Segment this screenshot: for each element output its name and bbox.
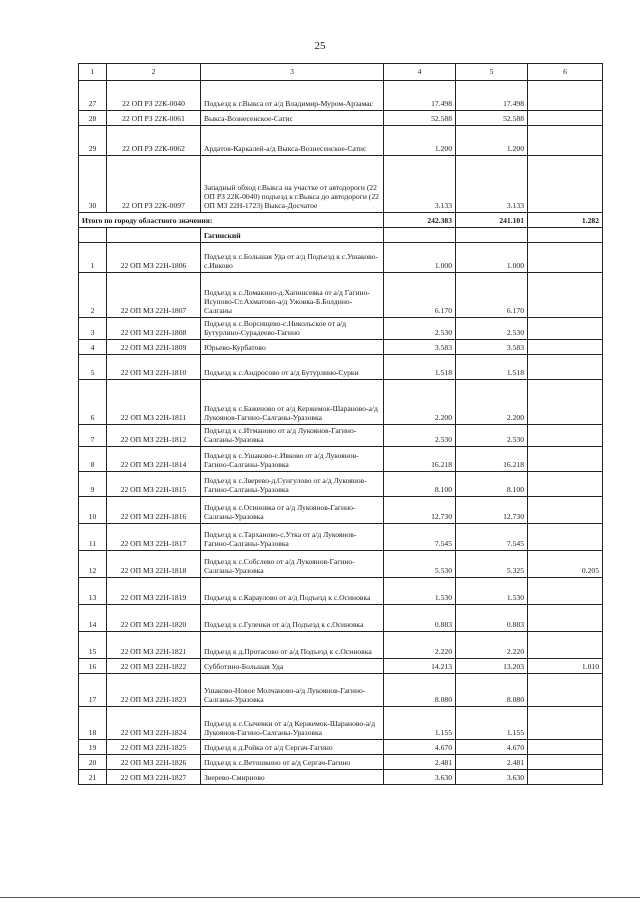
road-name: Подъезд к с.Собслево от а/д Лукоянов-Гагино-Салганы-Уразовка	[201, 551, 384, 578]
road-name: Подъезд к с.Сычевки от а/д Кержемок-Шараново-а/д Лукоянов-Гагино-Салганы-Уразовка	[201, 707, 384, 740]
row-number: 10	[79, 497, 107, 524]
length-total: 4.670	[384, 740, 456, 755]
length-column-5: 2.530	[456, 425, 528, 447]
road-name: Подъезд к с.Ушаково-с.Ивково от а/д Лукоянов-Гагино-Салганы-Уразовка	[201, 447, 384, 472]
length-total: 1.530	[384, 578, 456, 605]
subtotal-label: Итого по городу областного значения:	[79, 213, 384, 228]
length-column-5: 2.200	[456, 380, 528, 425]
road-name: Подъезд к с.Осиновка от а/д Лукоянов-Гагино-Салганы-Уразовка	[201, 497, 384, 524]
roads-table-body	[79, 64, 603, 785]
length-total: 17.498	[384, 81, 456, 111]
row-number: 27	[79, 81, 107, 111]
length-column-5: 17.498	[456, 81, 528, 111]
table-row	[79, 273, 603, 318]
length-column-6	[528, 111, 603, 126]
length-column-6	[528, 497, 603, 524]
table-row	[79, 755, 603, 770]
road-code: 22 ОП МЗ 22Н-1808	[107, 318, 201, 340]
length-column-6	[528, 605, 603, 632]
row-number: 13	[79, 578, 107, 605]
length-column-5: 1.530	[456, 578, 528, 605]
road-name: Подъезд к с.Ветошкино от а/д Сергач-Гагино	[201, 755, 384, 770]
district-name: Гагинский	[201, 228, 384, 243]
length-column-6	[528, 740, 603, 755]
road-name: Подъезд к д.Ройка от а/д Сергач-Гагино	[201, 740, 384, 755]
table-row	[79, 524, 603, 551]
subtotal-row	[79, 213, 603, 228]
road-code: 22 ОП МЗ 22Н-1814	[107, 447, 201, 472]
length-column-5: 6.170	[456, 273, 528, 318]
length-total: 1.000	[384, 243, 456, 273]
length-column-5: 5.325	[456, 551, 528, 578]
road-code: 22 ОП МЗ 22Н-1822	[107, 659, 201, 674]
length-column-6	[528, 770, 603, 785]
row-number: 3	[79, 318, 107, 340]
table-row	[79, 770, 603, 785]
road-code: 22 ОП РЗ 22К-0040	[107, 81, 201, 111]
length-column-5: 2.220	[456, 632, 528, 659]
column-header: 1	[79, 64, 107, 81]
length-total: 0.883	[384, 605, 456, 632]
length-column-6	[528, 578, 603, 605]
road-code: 22 ОП МЗ 22Н-1812	[107, 425, 201, 447]
row-number: 21	[79, 770, 107, 785]
road-code: 22 ОП МЗ 22Н-1817	[107, 524, 201, 551]
column-header: 4	[384, 64, 456, 81]
length-total: 2.220	[384, 632, 456, 659]
length-column-6	[528, 524, 603, 551]
road-name: Подъезд к с.Большая Уда от а/д Подъезд к с.Ушаково-с.Ивково	[201, 243, 384, 273]
road-code: 22 ОП МЗ 22Н-1820	[107, 605, 201, 632]
length-column-6: 0.205	[528, 551, 603, 578]
road-name: Подъезд к с.Зверево-д.Сунгулово от а/д Лукоянов-Гагино-Салганы-Уразовка	[201, 472, 384, 497]
table-row	[79, 605, 603, 632]
road-name: Ушаково-Новое Молчаново-а/д Лукоянов-Гагино-Салганы-Уразовка	[201, 674, 384, 707]
row-number: 8	[79, 447, 107, 472]
length-total: 2.530	[384, 425, 456, 447]
length-column-6	[528, 318, 603, 340]
length-column-5: 3.133	[456, 156, 528, 213]
road-name: Подъезд к с.Караулово от а/д Подъезд к с.Осиновка	[201, 578, 384, 605]
length-total: 2.200	[384, 380, 456, 425]
row-number: 30	[79, 156, 107, 213]
road-code: 22 ОП МЗ 22Н-1809	[107, 340, 201, 355]
road-code: 22 ОП МЗ 22Н-1821	[107, 632, 201, 659]
empty-cell	[384, 228, 456, 243]
scan-bottom-edge	[0, 897, 640, 898]
length-column-5: 1.155	[456, 707, 528, 740]
length-column-6	[528, 632, 603, 659]
table-row	[79, 740, 603, 755]
table-row	[79, 497, 603, 524]
length-total: 3.133	[384, 156, 456, 213]
length-column-5: 12.730	[456, 497, 528, 524]
road-code: 22 ОП МЗ 22Н-1819	[107, 578, 201, 605]
length-column-6	[528, 156, 603, 213]
table-row	[79, 659, 603, 674]
road-name: Зверево-Смирново	[201, 770, 384, 785]
row-number: 28	[79, 111, 107, 126]
length-total: 2.530	[384, 318, 456, 340]
road-name: Подъезд к с.Баженово от а/д Кержемок-Шараново-а/д Лукоянов-Гагино-Салганы-Уразовка	[201, 380, 384, 425]
road-code: 22 ОП МЗ 22Н-1815	[107, 472, 201, 497]
row-number: 7	[79, 425, 107, 447]
length-column-5: 2.530	[456, 318, 528, 340]
row-number: 1	[79, 243, 107, 273]
length-column-5: 2.481	[456, 755, 528, 770]
length-column-5: 8.100	[456, 472, 528, 497]
length-total: 52.588	[384, 111, 456, 126]
length-column-6	[528, 355, 603, 380]
length-column-6: 1.010	[528, 659, 603, 674]
column-header: 6	[528, 64, 603, 81]
table-row	[79, 340, 603, 355]
empty-cell	[107, 228, 201, 243]
road-code: 22 ОП МЗ 22Н-1810	[107, 355, 201, 380]
column-header: 2	[107, 64, 201, 81]
table-row	[79, 243, 603, 273]
row-number: 15	[79, 632, 107, 659]
table-row	[79, 707, 603, 740]
table-row	[79, 111, 603, 126]
table-row	[79, 318, 603, 340]
roads-table	[78, 63, 603, 785]
table-row	[79, 578, 603, 605]
length-column-6	[528, 273, 603, 318]
length-total: 14.213	[384, 659, 456, 674]
road-name: Выкса-Вознесенское-Сатис	[201, 111, 384, 126]
length-column-5: 3.583	[456, 340, 528, 355]
length-column-6	[528, 81, 603, 111]
road-code: 22 ОП РЗ 22К-0061	[107, 111, 201, 126]
row-number: 2	[79, 273, 107, 318]
length-total: 3.630	[384, 770, 456, 785]
length-column-5: 8.080	[456, 674, 528, 707]
road-code: 22 ОП МЗ 22Н-1826	[107, 755, 201, 770]
empty-cell	[528, 228, 603, 243]
road-code: 22 ОП МЗ 22Н-1827	[107, 770, 201, 785]
row-number: 14	[79, 605, 107, 632]
length-total: 6.170	[384, 273, 456, 318]
row-number: 6	[79, 380, 107, 425]
column-header: 5	[456, 64, 528, 81]
length-column-5: 1.200	[456, 126, 528, 156]
length-column-5: 0.883	[456, 605, 528, 632]
length-column-5: 1.000	[456, 243, 528, 273]
length-column-6	[528, 472, 603, 497]
table-row	[79, 472, 603, 497]
road-name: Западный обход г.Выкса на участке от автодороги (22 ОП РЗ 22К-0040) подъезд к г.Выкса до автодороги (22 ОП МЗ 22Н-1723) Выкса-Досчатое	[201, 156, 384, 213]
row-number: 20	[79, 755, 107, 770]
road-code: 22 ОП РЗ 22К-0097	[107, 156, 201, 213]
length-column-5: 1.518	[456, 355, 528, 380]
table-header-row	[79, 64, 603, 81]
length-column-5: 16.218	[456, 447, 528, 472]
district-row	[79, 228, 603, 243]
row-number: 5	[79, 355, 107, 380]
table-row	[79, 380, 603, 425]
length-total: 2.481	[384, 755, 456, 770]
subtotal-total: 242.383	[384, 213, 456, 228]
table-row	[79, 81, 603, 111]
length-column-6	[528, 755, 603, 770]
road-name: Подъезд к с.Андросово от а/д Бутурлино-Сурки	[201, 355, 384, 380]
road-code: 22 ОП РЗ 22К-0062	[107, 126, 201, 156]
road-name: Субботино-Большая Уда	[201, 659, 384, 674]
table-row	[79, 632, 603, 659]
length-column-6	[528, 380, 603, 425]
table-row	[79, 126, 603, 156]
empty-cell	[79, 228, 107, 243]
length-total: 8.100	[384, 472, 456, 497]
length-column-6	[528, 243, 603, 273]
road-name: Подъезд к г.Выкса от а/д Владимир-Муром-Арзамас	[201, 81, 384, 111]
length-column-5: 13.203	[456, 659, 528, 674]
table-row	[79, 156, 603, 213]
length-total: 1.200	[384, 126, 456, 156]
road-name: Подъезд к с.Тарханово-с.Утка от а/д Лукоянов-Гагино-Салганы-Уразовка	[201, 524, 384, 551]
road-name: Подъезд к с.Ворсищево-с.Никольское от а/д Бутурлино-Сурадеево-Гагино	[201, 318, 384, 340]
road-code: 22 ОП МЗ 22Н-1807	[107, 273, 201, 318]
table-row	[79, 425, 603, 447]
road-code: 22 ОП МЗ 22Н-1825	[107, 740, 201, 755]
page-number: 25	[314, 40, 326, 52]
table-row	[79, 447, 603, 472]
length-column-5: 7.545	[456, 524, 528, 551]
length-column-6	[528, 425, 603, 447]
length-total: 1.518	[384, 355, 456, 380]
road-name: Юрьево-Курбатово	[201, 340, 384, 355]
length-column-5: 4.670	[456, 740, 528, 755]
row-number: 17	[79, 674, 107, 707]
length-column-6	[528, 340, 603, 355]
length-column-6	[528, 707, 603, 740]
road-code: 22 ОП МЗ 22Н-1811	[107, 380, 201, 425]
subtotal-c5: 241.101	[456, 213, 528, 228]
length-total: 12.730	[384, 497, 456, 524]
length-column-6	[528, 126, 603, 156]
length-total: 16.218	[384, 447, 456, 472]
length-column-6	[528, 447, 603, 472]
table-row	[79, 674, 603, 707]
road-code: 22 ОП МЗ 22Н-1824	[107, 707, 201, 740]
row-number: 16	[79, 659, 107, 674]
row-number: 29	[79, 126, 107, 156]
road-code: 22 ОП МЗ 22Н-1823	[107, 674, 201, 707]
length-total: 5.530	[384, 551, 456, 578]
length-total: 3.583	[384, 340, 456, 355]
road-code: 22 ОП МЗ 22Н-1816	[107, 497, 201, 524]
road-code: 22 ОП МЗ 22Н-1818	[107, 551, 201, 578]
length-column-5: 52.588	[456, 111, 528, 126]
row-number: 9	[79, 472, 107, 497]
length-total: 8.080	[384, 674, 456, 707]
row-number: 18	[79, 707, 107, 740]
road-name: Подъезд к с.Итманово от а/д Лукоянов-Гагино-Салганы-Уразовка	[201, 425, 384, 447]
road-name: Ардатов-Каркалей-а/д Выкса-Вознесенское-Сатис	[201, 126, 384, 156]
row-number: 4	[79, 340, 107, 355]
table-row	[79, 355, 603, 380]
road-name: Подъезд к с.Гуленки от а/д Подъезд к с.Осиновка	[201, 605, 384, 632]
road-name: Подъезд к с.Ломакино-д.Хапинсевка от а/д Гагино-Исупово-Ст.Ахматово-а/д Ужовка-Б.Болдино-Салганы	[201, 273, 384, 318]
empty-cell	[456, 228, 528, 243]
column-header: 3	[201, 64, 384, 81]
length-column-5: 3.630	[456, 770, 528, 785]
length-column-6	[528, 674, 603, 707]
table-row	[79, 551, 603, 578]
row-number: 12	[79, 551, 107, 578]
road-code: 22 ОП МЗ 22Н-1806	[107, 243, 201, 273]
length-total: 7.545	[384, 524, 456, 551]
row-number: 11	[79, 524, 107, 551]
row-number: 19	[79, 740, 107, 755]
subtotal-c6: 1.282	[528, 213, 603, 228]
road-name: Подъезд к д.Протасово от а/д Подъезд к с.Осиновка	[201, 632, 384, 659]
length-total: 1.155	[384, 707, 456, 740]
